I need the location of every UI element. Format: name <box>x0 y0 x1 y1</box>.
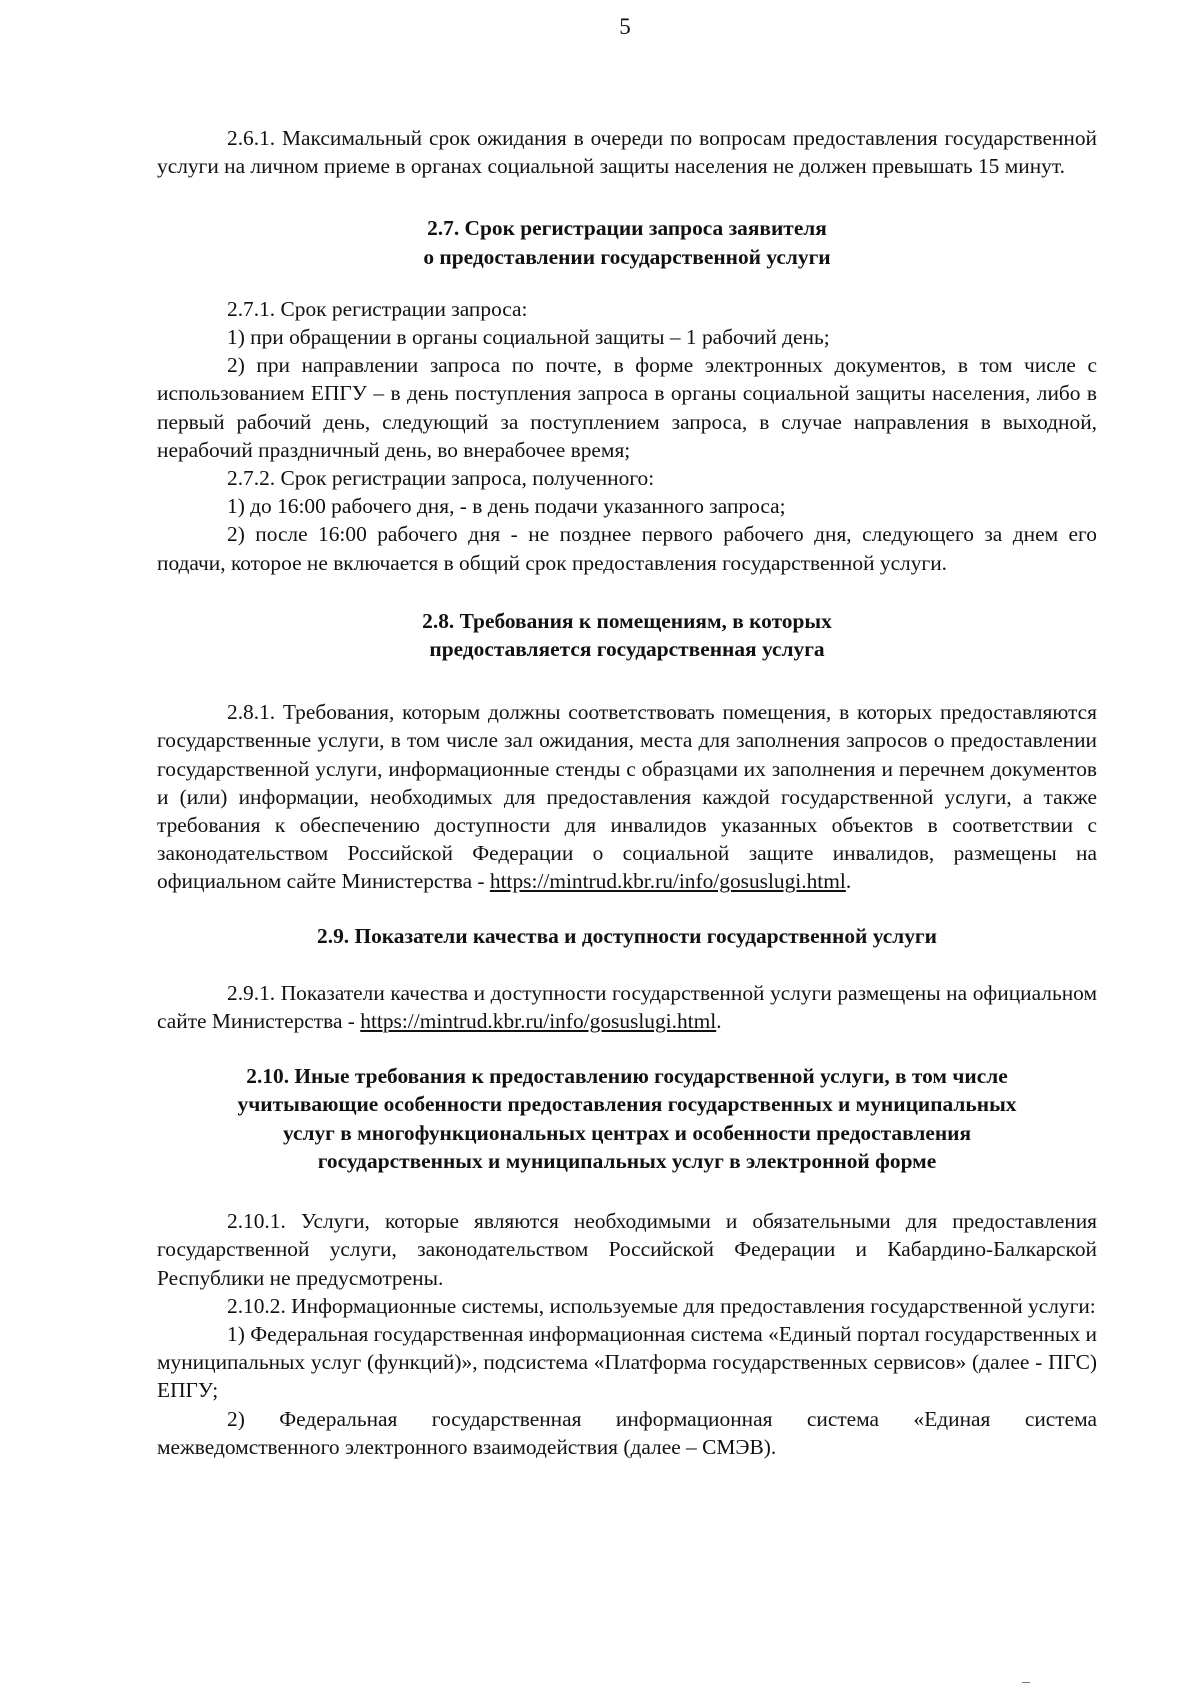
paragraph-2-10-1: 2.10.1. Услуги, которые являются необходимыми и обязательными для предоставления государственной услуги, законодательством Российской Федерации и Кабардино-Балкарской Республики не предусмотрены. <box>157 1209 1097 1290</box>
paragraph-2-8-1-period: . <box>845 869 852 894</box>
paragraph-2-7-1: 2.7.1. Срок регистрации запроса: <box>227 296 528 321</box>
paragraph-2-10-2-item-2: 2) Федеральная государственная информационная система «Единая система межведомственного электронного взаимодействия (далее – СМЭВ). <box>157 1406 1097 1459</box>
scan-mark <box>1022 1682 1030 1683</box>
paragraph-2-7-1-item-2: 2) при направлении запроса по почте, в форме электронных документов, в том числе с использованием ЕПГУ – в день поступления запроса в органы социальной защиты населения, либо в первый рабочий день, следующий за поступлением запроса, в случае направления в выходной, нерабочий праздничный день, во внерабочее время; <box>157 353 1097 462</box>
heading-2-10-line-1: 2.10. Иные требования к предоставлению государственной услуги, в том числе <box>246 1064 1008 1089</box>
paragraph-2-9-1-text: 2.9.1. Показатели качества и доступности государственной услуги размещены на официальном сайте Министерства - <box>157 980 1097 1034</box>
heading-2-7-line-1: 2.7. Срок регистрации запроса заявителя <box>427 216 827 241</box>
page-number: 5 <box>619 14 631 39</box>
heading-2-7-line-2: о предоставлении государственной услуги <box>423 244 831 269</box>
paragraph-2-7-2: 2.7.2. Срок регистрации запроса, полученного: <box>227 466 655 491</box>
ministry-link[interactable]: https://mintrud.kbr.ru/info/gosuslugi.html <box>489 869 846 894</box>
paragraph-2-7-2-item-2: 2) после 16:00 рабочего дня - не позднее первого рабочего дня, следующего за днем его подачи, которое не включается в общий срок предоставления государственной услуги. <box>157 522 1097 575</box>
heading-2-10-line-2: учитывающие особенности предоставления государственных и муниципальных <box>237 1092 1017 1117</box>
heading-2-10-line-3: услуг в многофункциональных центрах и особенности предоставления <box>282 1120 972 1145</box>
paragraph-2-9-1 <box>157 979 1097 1035</box>
heading-2-8-line-1: 2.8. Требования к помещениям, в которых <box>422 608 832 633</box>
paragraph-2-8-1 <box>157 698 1097 895</box>
ministry-link[interactable]: https://mintrud.kbr.ru/info/gosuslugi.html <box>360 1009 717 1034</box>
heading-2-10 <box>157 1062 1097 1175</box>
paragraph-2-6-1: 2.6.1. Максимальный срок ожидания в очереди по вопросам предоставления государственной услуги на личном приеме в органах социальной защиты населения не должен превышать 15 минут. <box>157 126 1097 179</box>
heading-2-7 <box>157 214 1097 270</box>
heading-2-8 <box>157 607 1097 663</box>
paragraph-2-9-1-period: . <box>716 1009 722 1034</box>
paragraph-2-10-2-item-1: 1) Федеральная государственная информационная система «Единый портал государственных и муниципальных услуг (функций)», подсистема «Платформа государственных сервисов» (далее - ПГС) ЕПГУ; <box>157 1321 1097 1403</box>
heading-2-10-line-4: государственных и муниципальных услуг в электронной форме <box>317 1148 937 1173</box>
heading-2-8-line-2: предоставляется государственная услуга <box>429 637 825 662</box>
paragraph-2-7-1-item-1: 1) при обращении в органы социальной защиты – 1 рабочий день; <box>227 325 830 350</box>
paragraph-2-10-2: 2.10.2. Информационные системы, используемые для предоставления государственной услуги: <box>227 1293 1096 1318</box>
document-body <box>157 124 1097 1461</box>
heading-2-9: 2.9. Показатели качества и доступности государственной услуги <box>317 923 937 948</box>
paragraph-2-8-1-text: 2.8.1. Требования, которым должны соответствовать помещения, в которых предоставляются государственные услуги, в том числе зал ожидания, места для заполнения запросов о предоставлении государственной услуги, информационные стенды с образцами их заполнения и перечнем документов и (или) информации, необходимых для предоставления каждой государственной услуги, а также требования к обеспечению доступности для инвалидов указанных объектов в соответствии с законодательством Российской Федерации о социальной защите инвалидов, размещены на официальном сайте Министерства - <box>157 700 1097 894</box>
paragraph-2-7-2-item-1: 1) до 16:00 рабочего дня, - в день подачи указанного запроса; <box>227 494 786 519</box>
